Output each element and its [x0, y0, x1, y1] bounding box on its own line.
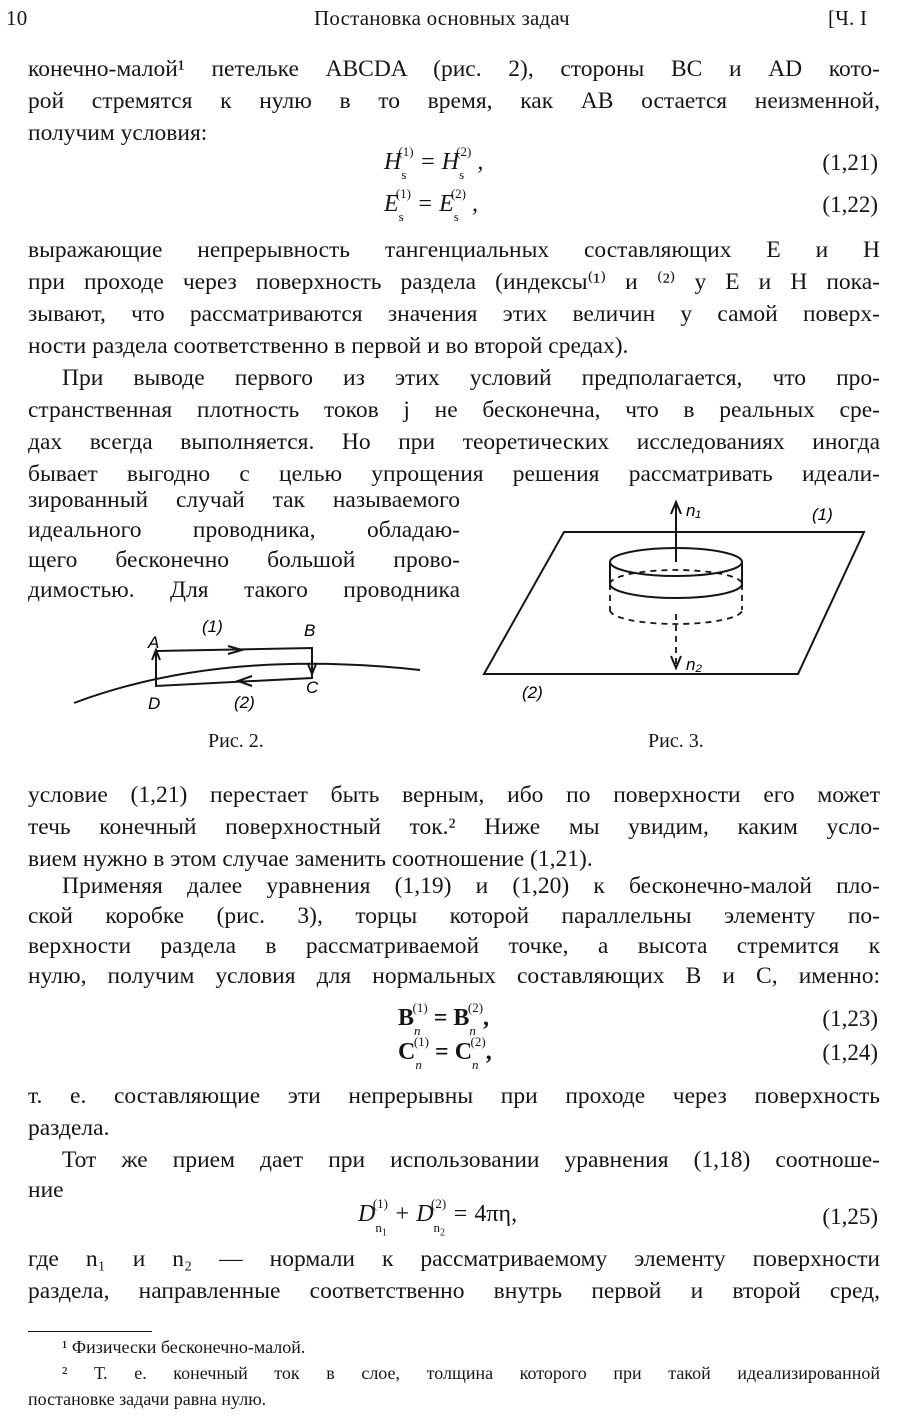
label-medium-1: (1)	[812, 505, 833, 524]
surface-plane	[484, 532, 864, 674]
equation-number: (1,21)	[822, 150, 878, 175]
text-line: вием нужно в этом случае заменить соотношение (1,21).	[28, 846, 593, 872]
text-line: идеального проводника, обладаю-	[28, 517, 460, 543]
label-n1: n₁	[686, 501, 701, 520]
text-line: дах всегда выполняется. Но при теоретических исследованиях иногда	[28, 429, 880, 455]
equation-1-25: $D_{n_1}^{(1)} + D_{n_2}^{(2)} = 4\pi\eta$,	[358, 1196, 518, 1239]
text-line: зированный случай так называемого	[28, 487, 460, 513]
figure-3-diagram	[476, 490, 886, 720]
text-line: щего бесконечно большой прово-	[28, 547, 460, 573]
figure-3-caption: Рис. 3.	[648, 730, 704, 752]
running-title: Постановка основных задач	[314, 6, 570, 30]
text-line: Тот же прием дает при использовании уравнения (1,18) соотноше-	[62, 1147, 880, 1173]
text-line: конечно-малой¹ петельке ABCDA (рис. 2), стороны BC и AD кото-	[28, 56, 880, 82]
footnote-1: ¹ Физически бесконечно-малой.	[62, 1337, 306, 1357]
text-line: течь конечный поверхностный ток.² Ниже мы увидим, каким усло-	[28, 814, 880, 840]
equation-number: (1,25)	[822, 1204, 878, 1229]
text-line: димостью. Для такого проводника	[28, 577, 460, 603]
text-line: ности раздела соответственно в первой и во второй средах).	[28, 333, 629, 359]
text-line: где n₁ и n₂ — нормали к рассматриваемому элементу поверхности	[28, 1246, 880, 1272]
equation-1-21: $H_s^{(1)} = H_s^{(2)}$ ,	[384, 144, 484, 182]
page-number: 10	[6, 6, 28, 30]
equation-1-22: $E_s^{(1)} = E_s^{(2)}$ ,	[384, 186, 478, 224]
label-c: C	[306, 678, 319, 697]
text-line: выражающие непрерывность тангенциальных составляющих E и H	[28, 237, 880, 263]
text-line: бывает выгодно с целью упрощения решения рассматривать идеали-	[28, 461, 880, 487]
text-line: т. е. составляющие эти непрерывны при проходе через поверхность	[28, 1083, 880, 1109]
text-line: Применяя далее уравнения (1,19) и (1,20) к бесконечно-малой пло-	[62, 873, 880, 899]
text-line: условие (1,21) перестает быть верным, ибо по поверхности его может	[28, 782, 880, 808]
text-line: странственная плотность токов j не бесконечна, что в реальных сре-	[28, 397, 880, 423]
text-line: нулю, получим условия для нормальных составляющих B и C, именно:	[28, 963, 880, 989]
text-line: зывают, что рассматриваются значения этих величин у самой поверх-	[28, 301, 880, 327]
text-line: получим условия:	[28, 120, 208, 146]
equation-1-23: $B_n^{(1)} = B_n^{(2)}$,	[398, 1000, 490, 1038]
equation-number: (1,23)	[822, 1006, 878, 1031]
footnote-2-cont: постановке задачи равна нулю.	[28, 1389, 267, 1409]
label-medium-2: (2)	[522, 683, 543, 702]
figure-2-caption: Рис. 2.	[208, 730, 264, 752]
text-line: верхности раздела в рассматриваемой точке, а высота стремится к	[28, 933, 880, 959]
chapter-label: [Ч. I	[828, 6, 868, 30]
text-line: При выводе первого из этих условий предполагается, что про-	[62, 365, 880, 391]
equation-number: (1,22)	[822, 192, 878, 217]
text-line: ской коробке (рис. 3), торцы которой параллельны элементу по-	[28, 903, 880, 929]
label-d: D	[148, 694, 161, 713]
text-line: ние	[28, 1177, 64, 1203]
text-line: рой стремятся к нулю в то время, как AB остается неизменной,	[28, 88, 880, 114]
footnote-rule	[28, 1331, 152, 1332]
text-line: раздела.	[28, 1115, 110, 1141]
label-a: A	[148, 633, 160, 652]
label-n2: n₂	[686, 655, 702, 674]
figure-2-diagram	[60, 608, 430, 718]
label-medium-1: (1)	[202, 617, 223, 636]
label-medium-2: (2)	[234, 693, 255, 712]
box-mid-front	[610, 584, 742, 598]
equation-1-24: $C_n^{(1)} = C_n^{(2)}$,	[398, 1034, 492, 1072]
footnote-2: ² Т. е. конечный ток в слое, толщина которого при такой идеализированной	[62, 1363, 880, 1383]
text-line: раздела, направленные соответственно внутрь первой и второй сред,	[28, 1278, 880, 1304]
equation-number: (1,24)	[822, 1040, 878, 1065]
label-b: B	[304, 621, 316, 640]
text-line: при проходе через поверхность раздела (индексы⁽¹⁾ и ⁽²⁾ у E и H пока-	[28, 269, 880, 295]
